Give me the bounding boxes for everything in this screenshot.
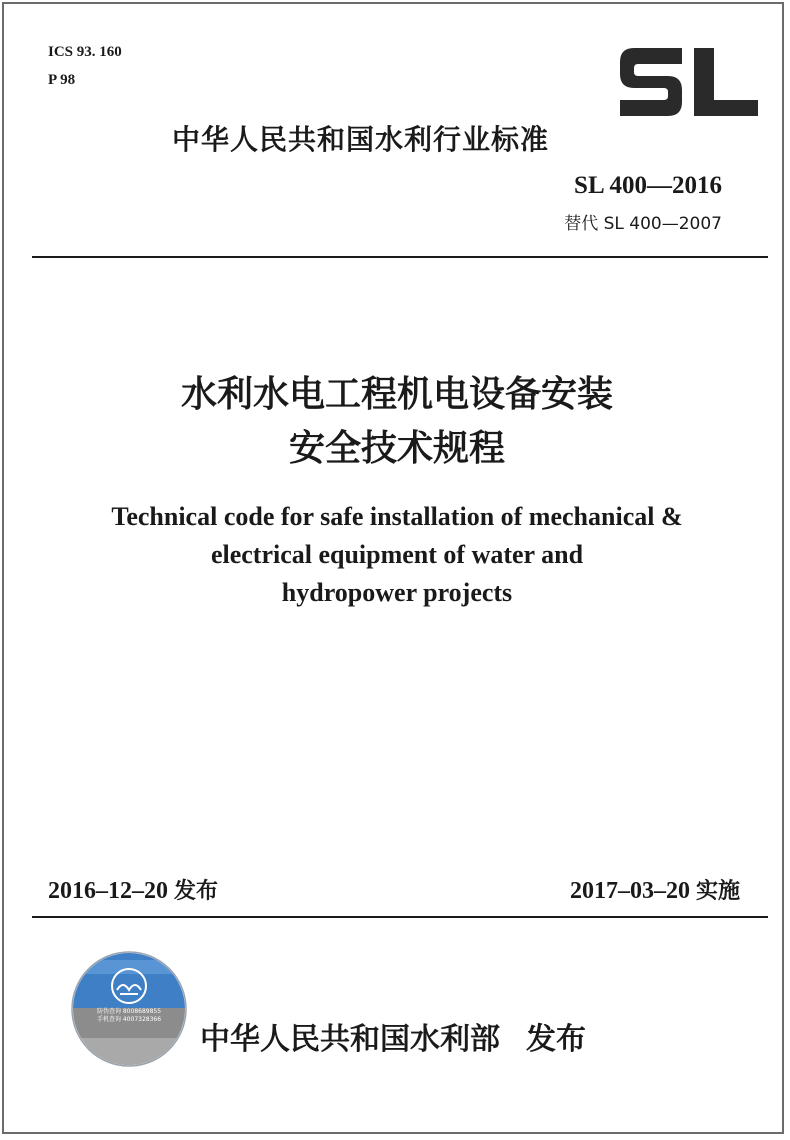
publisher bbox=[200, 1014, 586, 1058]
issue-label: 发布 bbox=[174, 879, 219, 904]
english-title-line-3: hydropower projects bbox=[281, 578, 513, 607]
seal-line-1: 防伪查询 8008689855 bbox=[96, 1008, 162, 1015]
seal-text bbox=[86, 1008, 172, 1024]
issue-date bbox=[48, 874, 218, 905]
top-divider bbox=[32, 256, 768, 258]
classification-code: P 98 bbox=[48, 72, 76, 88]
bottom-divider bbox=[32, 916, 768, 918]
ics-code: ICS 93. 160 bbox=[48, 44, 122, 60]
anti-counterfeit-seal bbox=[70, 950, 188, 1068]
chinese-title-line-1: 水利水电工程机电设备安装 bbox=[180, 374, 613, 415]
issue-date-value: 2016–12–20 bbox=[48, 878, 168, 904]
cover-page bbox=[2, 2, 784, 1134]
implement-date-value: 2017–03–20 bbox=[569, 878, 690, 904]
implement-label: 实施 bbox=[695, 879, 740, 904]
industry-standard-title: 中华人民共和国水利行业标准 bbox=[172, 123, 550, 156]
publisher-name: 中华人民共和国水利部 bbox=[200, 1022, 500, 1057]
publish-label: 发布 bbox=[526, 1022, 586, 1057]
english-title-line-1: Technical code for safe installation of mechanical & bbox=[111, 502, 683, 531]
english-title-line-2: electrical equipment of water and bbox=[210, 540, 584, 569]
sl-logo bbox=[616, 44, 762, 120]
implementation-date bbox=[570, 874, 740, 905]
standard-number: SL 400—2016 bbox=[574, 172, 722, 199]
chinese-title-line-2: 安全技术规程 bbox=[288, 428, 505, 469]
replaces-standard: 替代 SL 400—2007 bbox=[564, 214, 722, 234]
seal-line-2: 手机查询 4007328366 bbox=[96, 1016, 162, 1023]
